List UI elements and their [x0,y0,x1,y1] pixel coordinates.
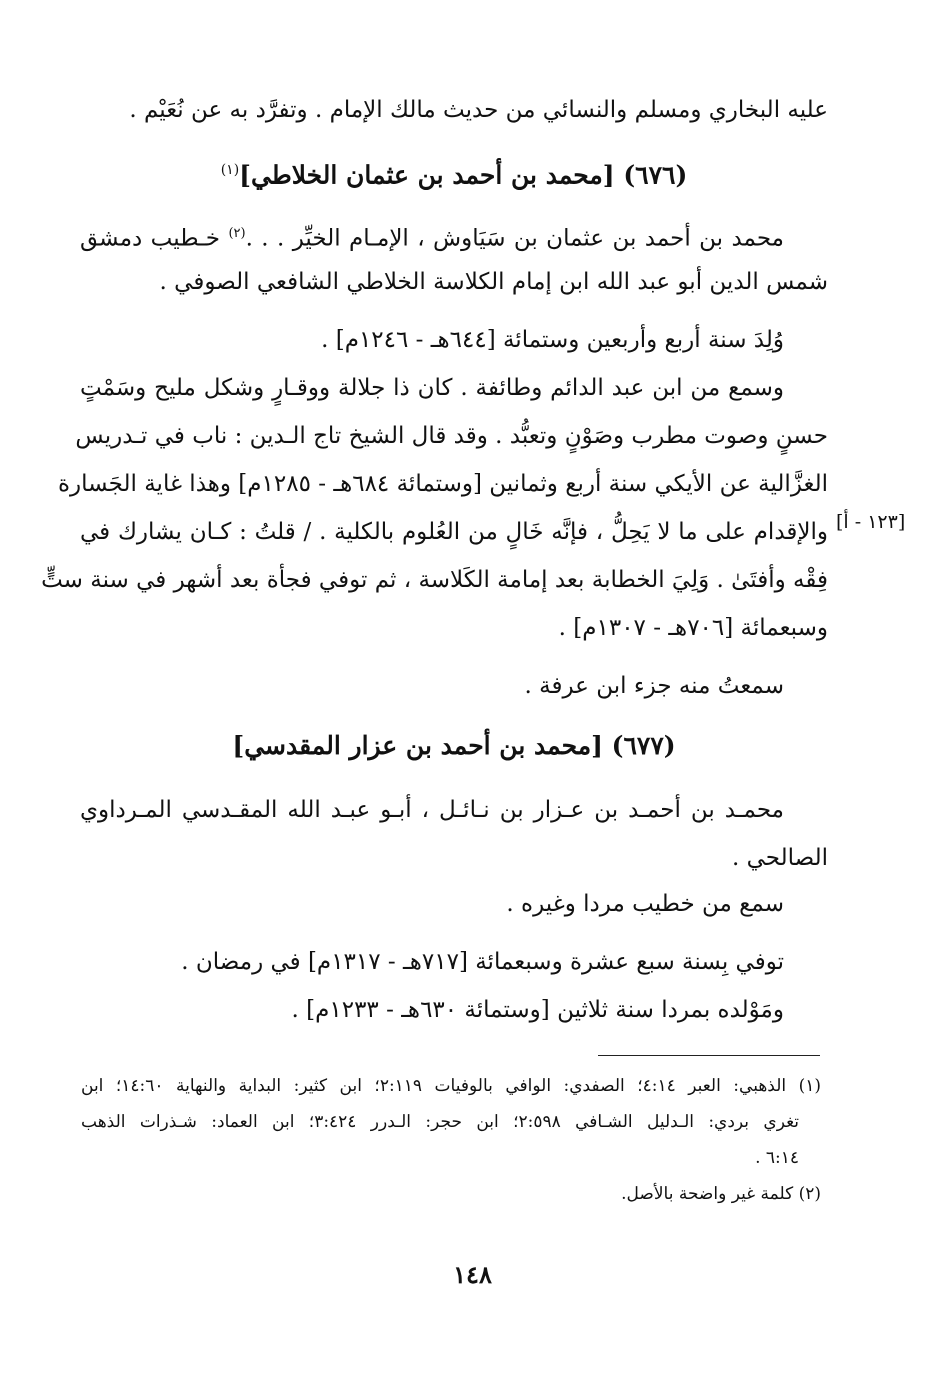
text-line-p2: وُلِدَ سنة أربع وأربعين وستمائة [٦٤٤هـ - ١٢٤٦م] . [321,327,784,353]
margin-folio-note: [١٢٣ - أ] [836,511,906,533]
entry-heading-676 [80,150,828,195]
text-line-p3f: وسبعمائة [٧٠٦هـ - ١٣٠٧م] . [558,615,828,641]
text-line-p3d: والإقدام على ما لا يَحِلُّ ، فإنَّه خَالٍ من العُلوم بالكلية . / قلتُ : كـان يشارك في [80,519,828,545]
text-p1a-end: خـطيب دمشق [80,225,221,252]
footnote-ref-2: (٢) [228,226,246,241]
text-line-p3e: فِقْه وأفتَىٰ . وَلِيَ الخطابة بعد إمامة الكَلاسة ، ثم توفي فجأة بعد أشهر في سنة ستٍّ [41,567,828,593]
text-line-p8: ومَوْلده بمردا سنة ثلاثين [وستمائة ٦٣٠هـ - ١٢٣٣م] . [291,997,784,1023]
text-line-p7: توفي بِسنة سبع عشرة وسبعمائة [٧١٧هـ - ١٣١٧م] في رمضان . [181,949,784,975]
text-line-p4: سمعتُ منه جزء ابن عرفة . [524,673,784,699]
text-line-p6: سمع من خطيب مردا وغيره . [506,891,784,917]
text-line-p3b: حسنٍ وصوت مطرب وصَوْنٍ وتعبُّد . وقد قال الشيخ تاج الـدين : ناب في تـدريس [75,423,828,449]
text-line-p3a: وسمع من ابن عبد الدائم وطائفة . كان ذا جلالة ووقـارٍ وشكل مليح وسَمْتٍ [80,375,784,401]
footnote-ref-1: (١) [220,162,240,178]
text-line-p1b: شمس الدين أبو عبد الله ابن إمام الكلاسة الخلاطي الشافعي الصوفي . [159,269,828,295]
entry-heading-676-title: (٦٧٦) [محمد بن أحمد بن عثمان الخلاطي] [239,160,688,190]
text-line-p3c: الغزَّالية عن الأيكي سنة أربع وثمانين [وستمائة ٦٨٤هـ - ١٢٨٥م] وهذا غاية الجَسارة [57,471,828,497]
footnote-separator [598,1055,820,1056]
footnote-1-line-3: ٦:١٤ . [755,1148,799,1168]
text-line-p5a: محمـد بن أحمـد بن عـزار بن نـائـل ، أبـو عبـد الله المقـدسي المـرداوي [80,797,784,823]
text-line-p5b: الصالحي . [732,845,828,871]
page-number: ١٤٨ [453,1260,492,1289]
footnote-1-line-1: (١) الذهبي: العبر ٤:١٤؛ الصفدي: الوافي بالوفيات ٢:١١٩؛ ابن كثير: البداية والنهاية ١٤:٦٠؛ ابن [81,1076,822,1096]
footnote-2: (٢) كلمة غير واضحة بالأصل. [621,1184,821,1204]
text-line-p1a [80,216,828,257]
text-p1a-main: محمد بن أحمد بن عثمان بن سَيَاوش ، الإمـام الخيِّر . . . [245,225,784,252]
text-line-1: عليه البخاري ومسلم والنسائي من حديث مالك الإمام . وتفرَّد به عن نُعَيْم . [129,97,828,123]
entry-heading-677: (٦٧٧) [محمد بن أحمد بن عزار المقدسي] [232,731,676,760]
footnote-1-line-2: تغري بردي: الـدليل الشـافي ٢:٥٩٨؛ ابن حجر: الـدرر ٣:٤٢٤؛ ابن العماد: شـذرات الذهب [81,1112,800,1132]
